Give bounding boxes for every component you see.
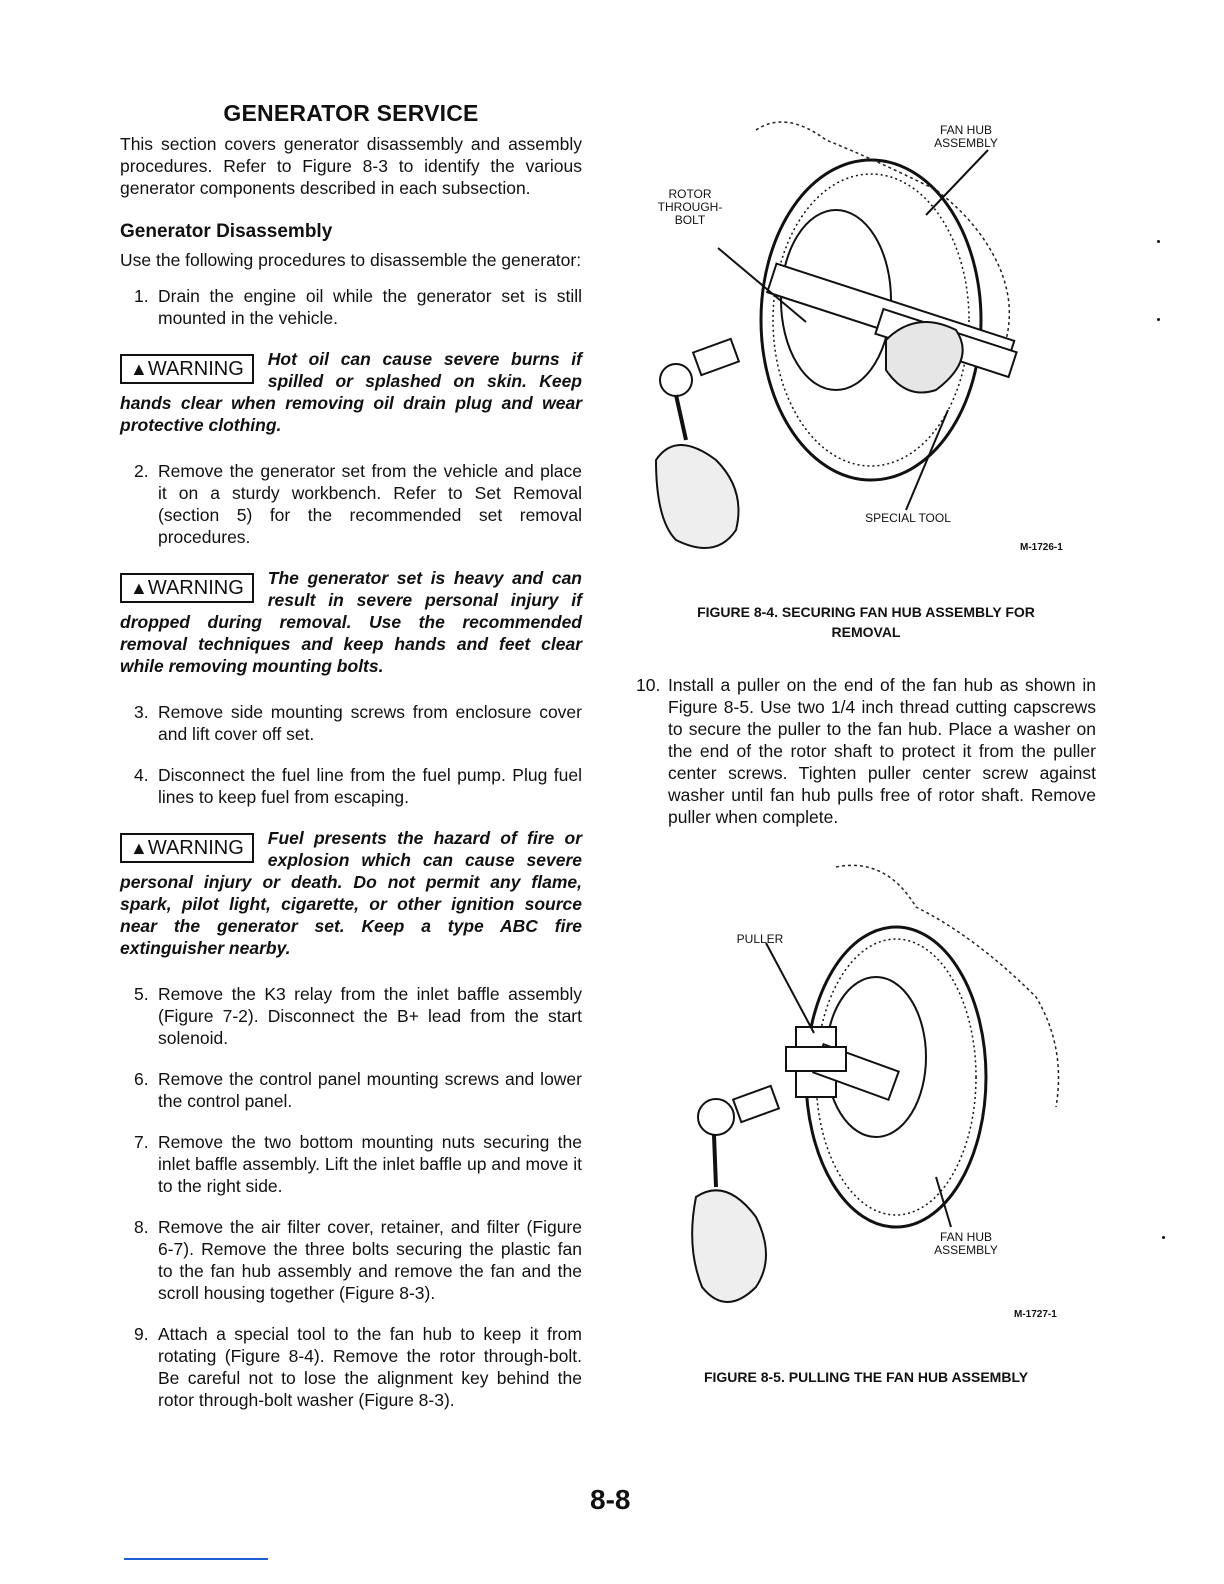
- figure-8-5: [636, 847, 1096, 1337]
- step-2: 2. Remove the generator set from the vehicle and place it on a sturdy workbench. Refer to Set Removal (section 5) for the recommended set removal procedures.: [134, 461, 582, 547]
- steps-list: [120, 285, 582, 329]
- step-1: 1. Drain the engine oil while the generator set is still mounted in the vehicle.: [134, 286, 582, 328]
- step-6: 6. Remove the control panel mounting screws and lower the control panel.: [134, 1069, 582, 1111]
- warning-triangle-icon: ▲: [130, 838, 148, 858]
- puller-illustration: [636, 847, 1096, 1337]
- left-column: [120, 100, 582, 1430]
- steps-list: [636, 674, 1096, 828]
- section-intro: This section covers generator disassembly and assembly procedures. Refer to Figure 8-3 to identify the various generator components described in each subsection.: [120, 134, 582, 198]
- warning-badge: ▲WARNING: [120, 354, 254, 384]
- step-3: 3. Remove side mounting screws from enclosure cover and lift cover off set.: [134, 702, 582, 744]
- label-rotor-through-bolt: ROTOR THROUGH-BOLT: [657, 187, 723, 227]
- label-special-tool: SPECIAL TOOL: [865, 511, 951, 525]
- figure-id: M-1727-1: [1014, 1309, 1057, 1320]
- step-4: 4. Disconnect the fuel line from the fuel pump. Plug fuel lines to keep fuel from escaping.: [134, 765, 582, 807]
- step-9: 9. Attach a special tool to the fan hub to keep it from rotating (Figure 8-4). Remove the rotor through-bolt. Be careful not to lose the alignment key behind the rotor through-bolt washer (Figure 8-3).: [134, 1324, 582, 1410]
- step-10: 10. Install a puller on the end of the fan hub as shown in Figure 8-5. Use two 1/4 inch thread cutting capscrews to secure the puller to the fan hub. Place a washer on the end of the rotor shaft to protect it from the puller center screws. Tighten puller center screw against washer until fan hub pulls free of rotor shaft. Remove puller when complete.: [636, 675, 1096, 827]
- warning-fuel: [120, 827, 582, 959]
- page-number: 8-8: [590, 1484, 631, 1515]
- step-8: 8. Remove the air filter cover, retainer, and filter (Figure 6-7). Remove the three bolts securing the plastic fan to the fan hub assembly and remove the fan and the scroll housing together (Figure 8-3).: [134, 1217, 582, 1303]
- warning-hot-oil: [120, 348, 582, 436]
- steps-list: [120, 460, 582, 548]
- warning-badge: ▲WARNING: [120, 833, 254, 863]
- figure-8-4-caption: FIGURE 8-4. SECURING FAN HUB ASSEMBLY FOR REMOVAL: [697, 604, 1035, 640]
- warning-heavy: [120, 567, 582, 677]
- right-column: [636, 100, 1096, 1387]
- label-puller: PULLER: [736, 932, 784, 946]
- margin-dot: [1162, 1236, 1165, 1239]
- warning-text: The generator set is heavy and can result in severe personal injury if dropped during removal. Use the recommended removal techniques and keep hands and feet clear while removing mounting bolts.: [120, 568, 582, 676]
- margin-dot: [1157, 240, 1160, 243]
- disassembly-intro: Use the following procedures to disassemble the generator:: [120, 250, 582, 270]
- fan-hub-tool-illustration: [636, 100, 1096, 570]
- warning-text: Hot oil can cause severe burns if spilled or splashed on skin. Keep hands clear when removing oil drain plug and wear protective clothing.: [120, 349, 582, 435]
- steps-list: [120, 983, 582, 1411]
- warning-triangle-icon: ▲: [130, 359, 148, 379]
- warning-triangle-icon: ▲: [130, 578, 148, 598]
- figure-id: M-1726-1: [1020, 542, 1063, 553]
- steps-list: [120, 701, 582, 808]
- step-5: 5. Remove the K3 relay from the inlet baffle assembly (Figure 7-2). Disconnect the B+ lead from the start solenoid.: [134, 984, 582, 1048]
- label-fan-hub-assembly: FAN HUB ASSEMBLY: [934, 123, 998, 150]
- figure-8-4: [636, 100, 1096, 570]
- step-7: 7. Remove the two bottom mounting nuts securing the inlet baffle assembly. Lift the inlet baffle up and move it to the right side.: [134, 1132, 582, 1196]
- label-fan-hub-assembly-2: FAN HUB ASSEMBLY: [934, 1230, 998, 1257]
- footer-rule: [124, 1558, 268, 1560]
- figure-8-5-caption: FIGURE 8-5. PULLING THE FAN HUB ASSEMBLY: [703, 1369, 1029, 1385]
- section-title: GENERATOR SERVICE: [223, 100, 479, 126]
- warning-text: Fuel presents the hazard of fire or explosion which can cause severe personal injury or death. Do not permit any flame, spark, pilot light, cigarette, or other ignition source near the generator set. Keep a type ABC fire extinguisher nearby.: [120, 828, 582, 958]
- disassembly-heading: Generator Disassembly: [120, 221, 333, 242]
- margin-dot: [1157, 318, 1160, 321]
- warning-badge: ▲WARNING: [120, 573, 254, 603]
